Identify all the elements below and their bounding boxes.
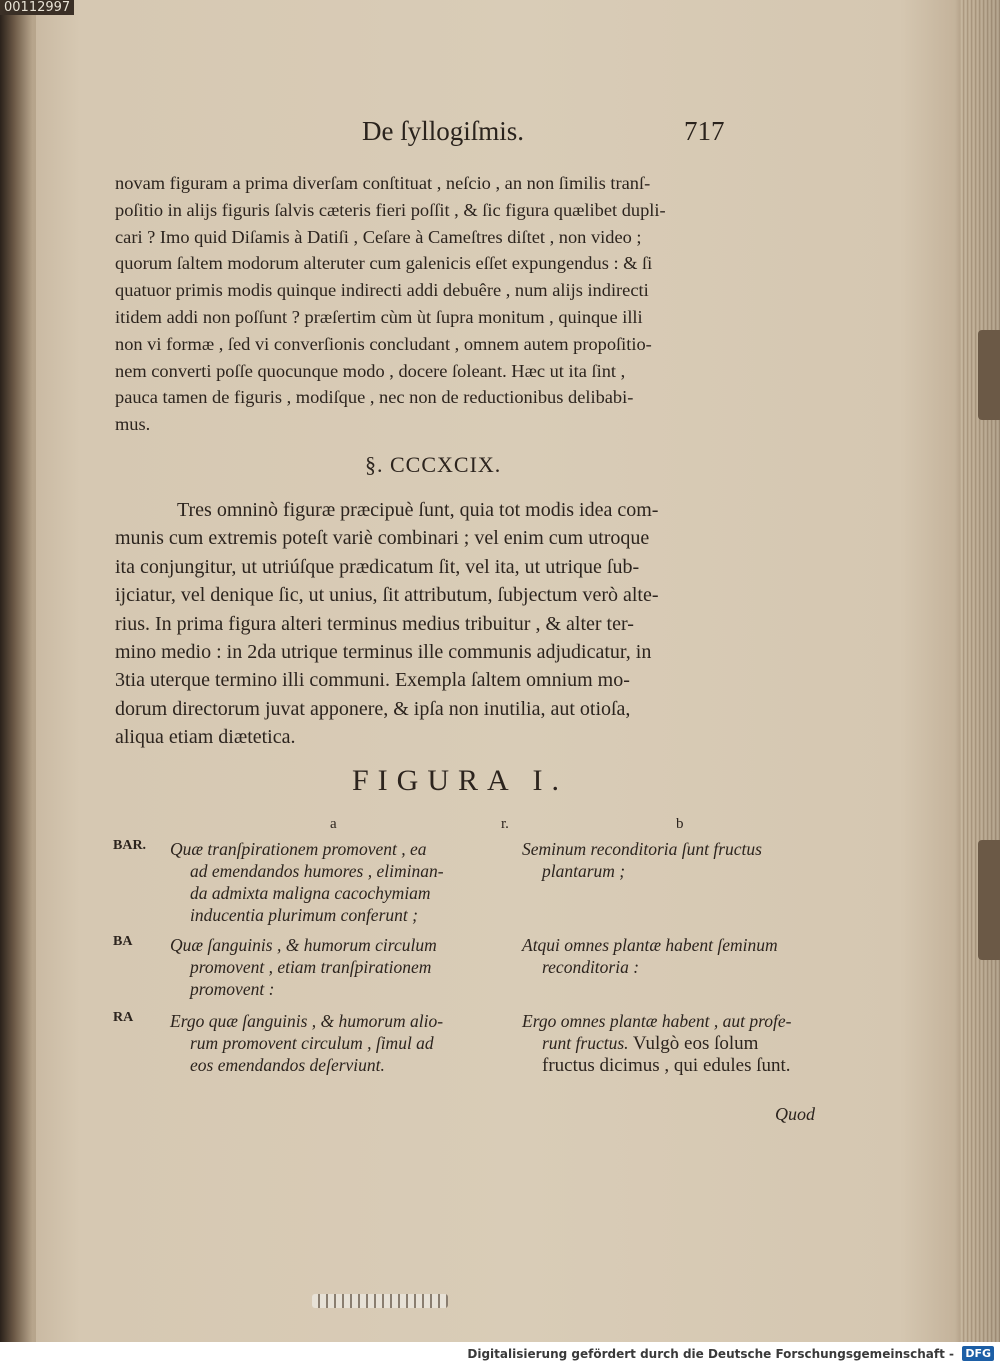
text-line: reconditoria : (542, 957, 640, 977)
text-line: Tres omninò figuræ præcipuè ſunt, quia tot modis idea com- (177, 499, 659, 521)
text-line: aliqua etiam diætetica. (115, 726, 296, 749)
column-label-a: a (330, 816, 337, 832)
book-clip (312, 1294, 448, 1308)
syllogism-label: BA (113, 934, 133, 949)
page-tab (978, 330, 1000, 420)
text-line (522, 1032, 791, 1055)
page-number: 717 (684, 116, 725, 146)
paragraph-1 (115, 170, 775, 438)
text-line: non vi formæ , ſed vi converſionis concludant , omnem autem propoſitio- (115, 333, 652, 354)
library-stamp: 00112997 (0, 0, 74, 15)
text-line: eos emendandos deſerviunt. (190, 1055, 385, 1075)
text-line: inducentia plurimum conferunt ; (190, 905, 418, 925)
column-label-b: b (676, 816, 684, 832)
text-line: ad emendandos humores , eliminan- (190, 861, 444, 881)
book-spine (0, 0, 36, 1342)
text-line: quatuor primis modis quinque indirecti addi debuêre , num alijs indirecti (115, 280, 649, 301)
text-line: promovent : (190, 979, 275, 999)
text-line: dorum directorum juvat apponere, & ipſa non inutilia, aut otioſa, (115, 697, 631, 720)
column-label-r: r. (501, 816, 509, 832)
text-line: ijciatur, vel denique ſic, ut unius, ſit attributum, ſubjectum verò alte- (115, 584, 659, 607)
minor-premise (170, 934, 437, 1000)
page-edges (960, 0, 1000, 1342)
text-line: Ergo quæ ſanguinis , & humorum alio- (170, 1011, 444, 1031)
running-title: De ſyllogiſmis. (362, 116, 524, 146)
text-line: mus. (115, 414, 151, 435)
dfg-logo: DFG (962, 1346, 994, 1361)
section-heading: §. CCCXCIX. (365, 452, 502, 477)
syllogism-label: BAR. (113, 838, 147, 853)
text-line: itidem addi non poſſunt ? præſertim cùm ùt ſupra monitum , quinque illi (115, 306, 643, 327)
page-tab (978, 840, 1000, 960)
page-header (0, 116, 1000, 156)
text-line: rius. In prima figura alteri terminus medius tribuitur , & alter ter- (115, 612, 634, 635)
text-line: novam figuram a prima diverſam conſtituat , neſcio , an non ſimilis tranſ- (115, 173, 651, 193)
text-line: nem converti poſſe quocunque modo , docere ſoleant. Hæc ut ita ſint , (115, 360, 626, 381)
text-line: Atqui omnes plantæ habent ſeminum (522, 935, 778, 955)
text-line: plantarum ; (542, 861, 626, 881)
text-line: Seminum reconditoria ſunt fructus (522, 839, 762, 859)
figure-title: FIGURA I. (352, 764, 569, 797)
text-line: 3tia uterque termino illi communi. Exempla ſaltem omnium mo- (115, 669, 630, 692)
text-line: ita conjungitur, ut utriúſque prædicatum ſit, vel ita, ut utrique ſub- (115, 555, 640, 578)
major-premise-example (522, 838, 762, 882)
text-line: munis cum extremis poteſt variè combinari ; vel enim cum utroque (115, 527, 650, 550)
text-line: cari ? Imo quid Diſamis à Datiſi , Ceſare à Cameſtres diſtet , non video ; (115, 226, 642, 247)
note-text: fructus dicimus , qui edules ſunt. (542, 1055, 791, 1076)
text-line: poſitio in alijs figuris ſalvis cæteris fieri poſſit , & ſic figura quælibet dupli- (115, 199, 666, 220)
text-line: mino medio : in 2da utrique terminus ille communis adjudicatur, in (115, 641, 652, 664)
text-line: Quæ ſanguinis , & humorum circulum (170, 935, 437, 955)
minor-premise-example (522, 934, 778, 978)
text-line: rum promovent circulum , ſimul ad (190, 1033, 434, 1053)
text-fragment: runt fructus. (542, 1033, 629, 1053)
conclusion-example (522, 1010, 791, 1077)
text-line: da admixta maligna cacochymiam (190, 883, 431, 903)
major-premise (170, 838, 444, 926)
paragraph-2 (115, 496, 775, 752)
text-line: quorum ſaltem modorum alteruter cum galenicis eſſet expungendus : & ſi (115, 253, 653, 274)
syllogism-label: RA (113, 1010, 134, 1025)
footer-bar (0, 1342, 1000, 1366)
footer-credit: Digitalisierung gefördert durch die Deutsche Forschungsgemeinschaft - (467, 1347, 954, 1361)
catchword: Quod (775, 1104, 815, 1124)
text-line: Ergo omnes plantæ habent , aut profe- (522, 1011, 792, 1031)
conclusion (170, 1010, 443, 1076)
text-line: Quæ tranſpirationem promovent , ea (170, 839, 427, 859)
note-text: Vulgò eos ſolum (632, 1033, 759, 1054)
text-line: pauca tamen de figuris , modiſque , nec non de reductionibus delibabi- (115, 387, 634, 408)
text-line: promovent , etiam tranſpirationem (190, 957, 432, 977)
